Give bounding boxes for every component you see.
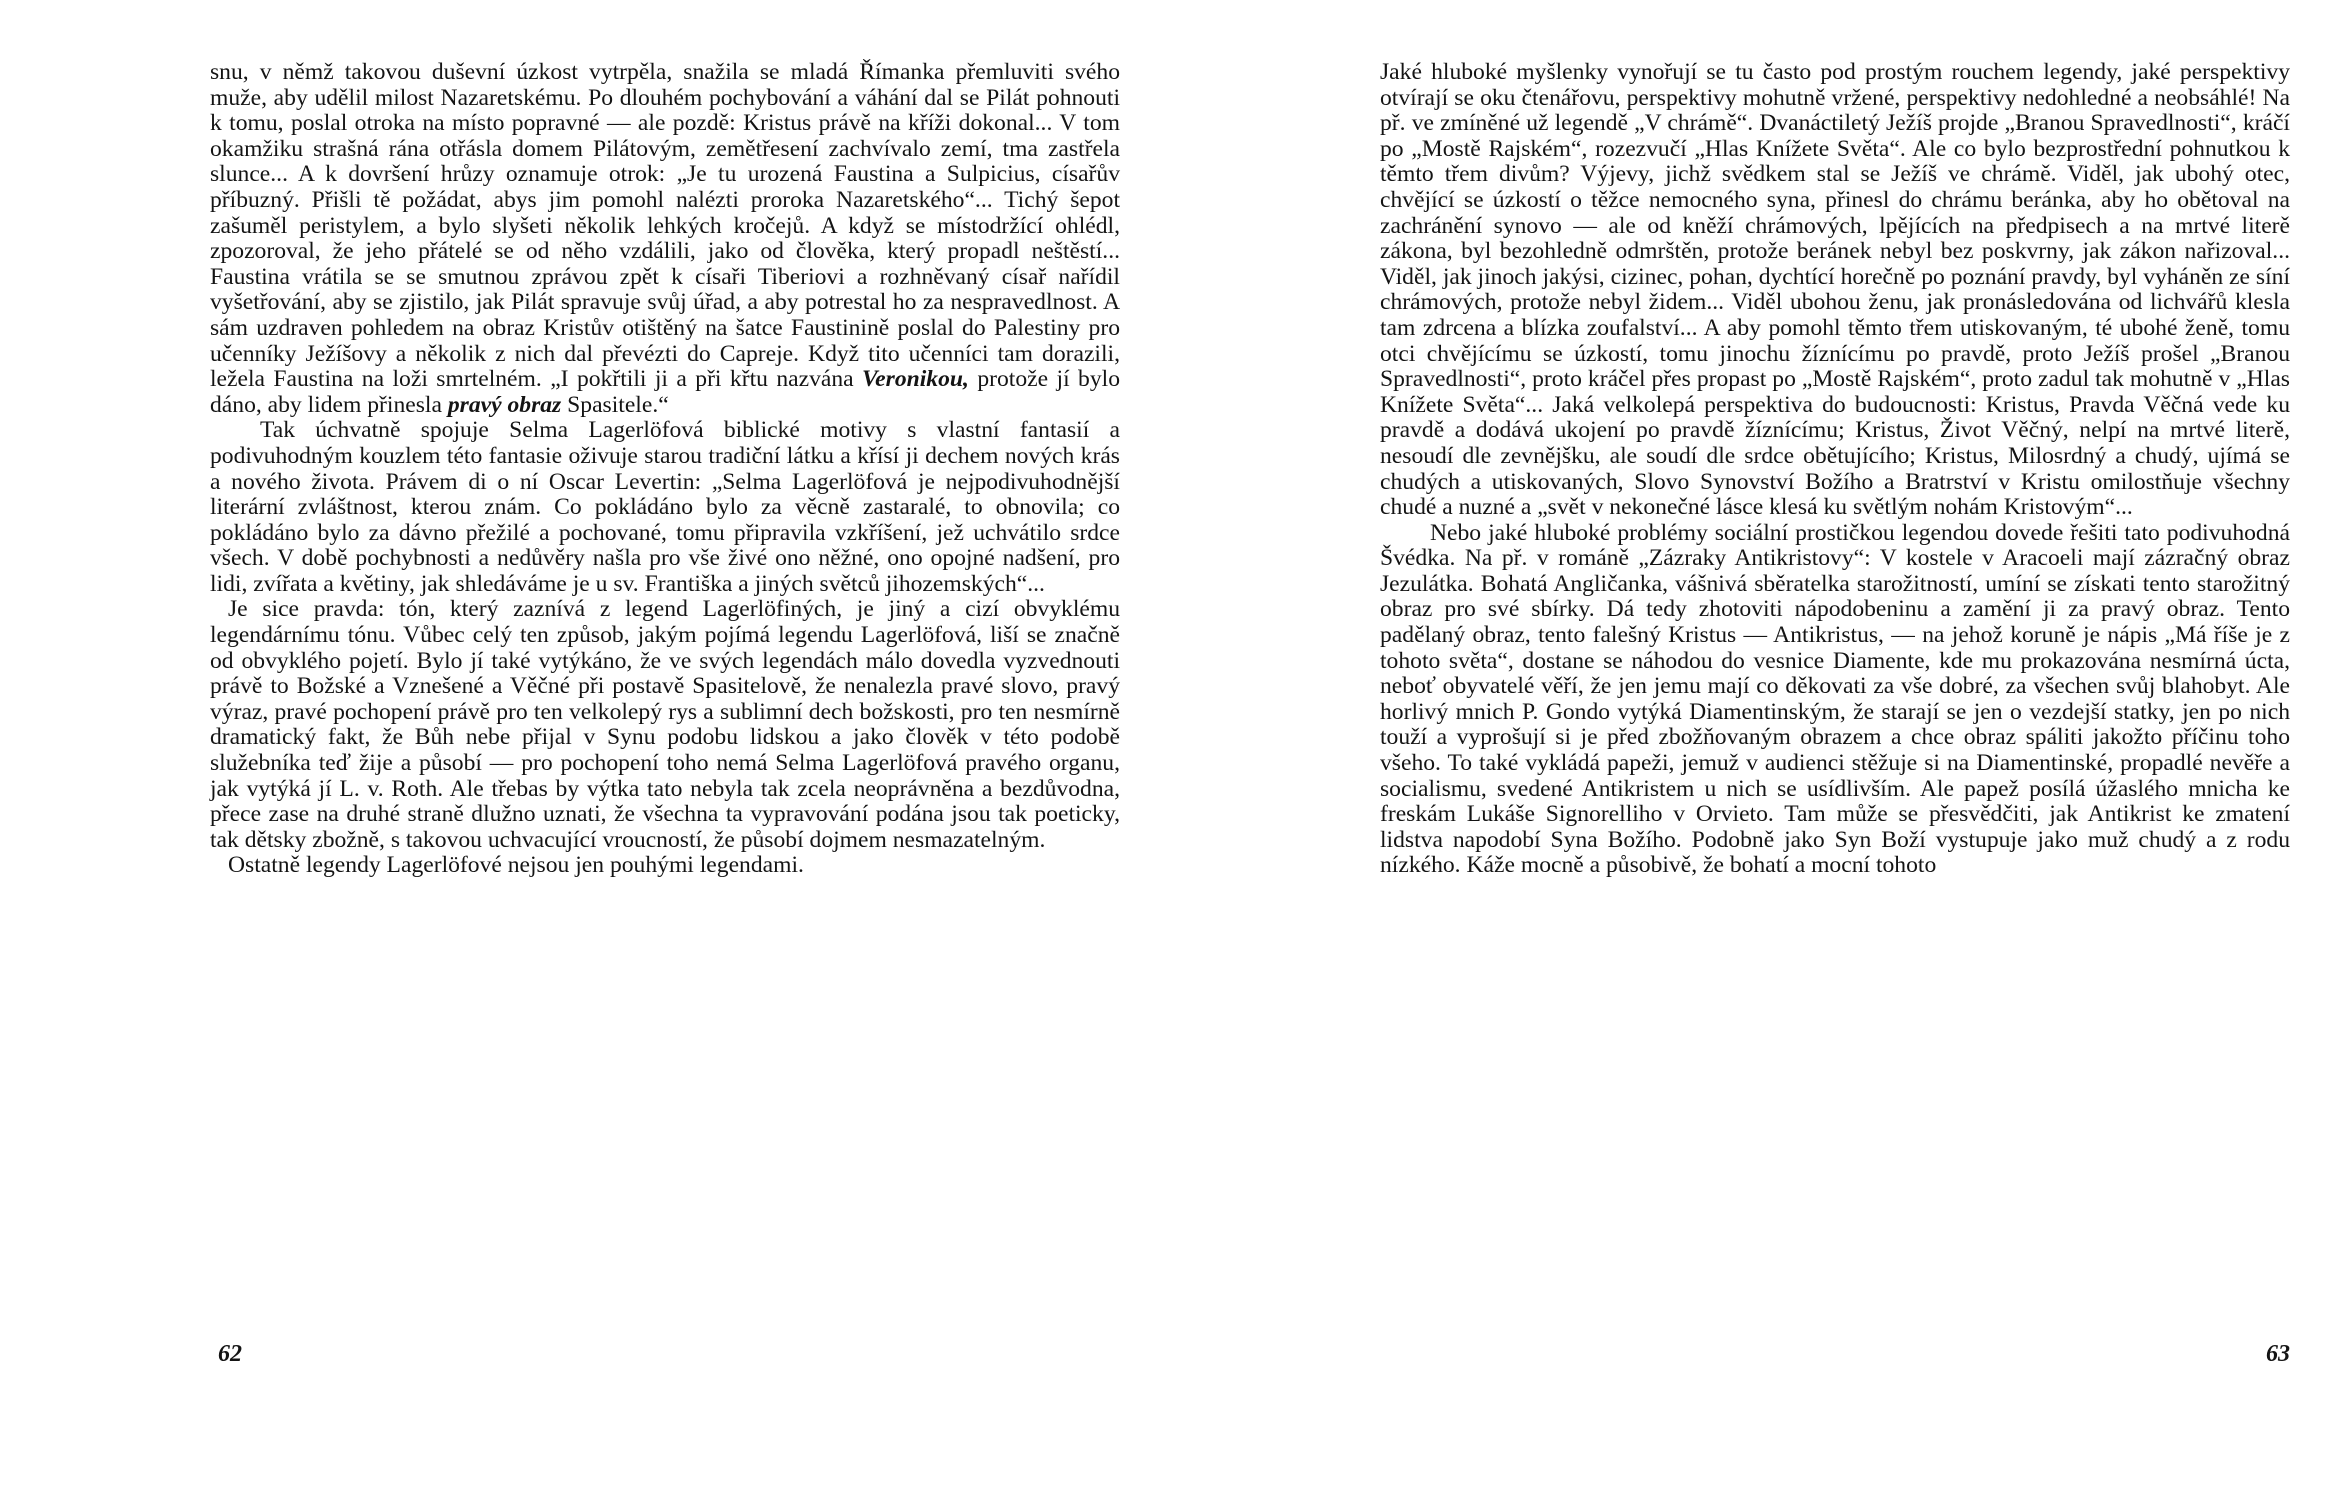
- left-paragraph-2: Tak úchvatně spojuje Selma Lagerlöfová biblické motivy s vlastní fantasií a podivuhodným kouzlem této fantasie oživuje starou tradiční látku a křísí ji dechem nových krás a nového života. Právem di o ní Oscar Levertin: „Selma Lagerlöfová je nejpodivuhodnější literární zvláštnost, kterou znám. Co pokládáno bylo za věcně zastaralé, to obnovila; co pokládáno bylo za dávno přežilé a pochované, tomu připravila vzkříšení, jež uchvátilo srdce všech. V době pochybnosti a nedůvěry našla pro vše živé ono něžné, ono opojné nadšení, pro lidi, zvířata a květiny, jak shledáváme je u sv. Františka a jiných světců jihozemských“...: [210, 417, 1120, 597]
- left-page-text: [210, 60, 1120, 879]
- left-italic-pravy: pravý: [447, 391, 502, 418]
- right-paragraph-1: Jaké hluboké myšlenky vynořují se tu často pod prostým rouchem legendy, jaké perspektivy otvírají se oku čtenářovu, perspektivy mohutně vržené, perspektivy nedohledné a neobsáhlé! Na př. ve zmíněné už legendě „V chrámě“. Dvanáctiletý Ježíš projde „Branou Spravedlnosti“, kráčí po „Mostě Rajském“, rozezvučí „Hlas Knížete Světa“. Ale co bylo bezprostřední pohnutkou k těmto třem divům? Výjevy, jichž svědkem stal se Ježíš ve chrámě. Viděl, jak ubohý otec, chvějící se úzkostí o těžce nemocného syna, přinesl do chrámu beránka, aby ho obětoval na zachránění synovo — ale od kněží chrámových, lpějících na předpisech a na mrtvé literě zákona, byl bezohledně odmrštěn, protože beránek nebyl bez poskvrny, jak zákon nařizoval... Viděl, jak jinoch jakýsi, cizinec, pohan, dychtící horečně po poznání pravdy, byl vyháněn ze síní chrámových, protože nebyl židem... Viděl ubohou ženu, jak pronásledována od lichvářů klesla tam zdrcena a blízka zoufalství... A aby pomohl těmto třem utiskovaným, té ubohé ženě, tomu otci chvějícímu se úzkostí, tomu jinochu žíznícímu po pravdě, proto Ježíš prošel „Branou Spravedlnosti“, proto kráčel přes propast po „Mostě Rajském“, proto zadul tak mohutně v „Hlas Knížete Světa“... Jaká velkolepá perspektiva do budoucnosti: Kristus, Pravda Věčná vede ku pravdě a dodává ukojení po pravdě žíznícímu; Kristus, Život Věčný, nelpí na mrtvé literě, nesoudí dle zevnějšku, ale soudí dle srdce obětujícího; Kristus, Milosrdný a chudý, ujímá se chudých a utiskovaných, Slovo Synovství Božího a Bratrství v Kristu omilostňuje všechny chudé a nuzné a „svět v nekonečné lásce klesá ku světlým nohám Kristovým“...: [1380, 59, 2290, 521]
- left-italic-veronikou: Veronikou,: [862, 366, 969, 393]
- left-paragraph-3: Je sice pravda: tón, který zaznívá z legend Lagerlöfiných, je jiný a cizí obvyklému legendárnímu tónu. Vůbec celý ten způsob, jakým pojímá legendu Lagerlöfová, liší se značně od obvyklého pojetí. Bylo jí také vytýkáno, že ve svých legendách málo dovedla vyzvednouti právě to Božské a Vznešené a Věčné při postavě Spasitelově, že nenalezla pravé slovo, pravý výraz, pravé pochopení právě pro ten velkolepý rys a sublimní dech božskosti, pro ten nesmírně dramatický fakt, že Bůh nebe přijal v Synu podobu lidskou a jako člověk v této podobě služebníka teď žije a působí — pro pochopení toho nemá Selma Lagerlöfová pravého organu, jak vytýká jí L. v. Roth. Ale třebas by výtka tato nebyla tak zcela neoprávněna a bezdůvodna, přece zase na druhé straně dlužno uznati, že všechna ta vypravování podána jsou tak poeticky, tak dětsky zbožně, s takovou uchvacující vroucností, že působí dojmem nesmazatelným.: [210, 596, 1120, 853]
- right-page-number: 63: [2266, 1341, 2290, 1367]
- left-italic-obraz: obraz: [507, 391, 562, 418]
- left-italic-mid: protože jí bylo dáno, aby lidem přinesla: [210, 366, 1120, 418]
- left-page: [210, 60, 1120, 1380]
- right-page-text: [1380, 60, 2290, 879]
- left-paragraph-4: Ostatně legendy Lagerlöfové nejsou jen pouhými legendami.: [228, 852, 804, 879]
- left-paragraph-1: [210, 60, 1120, 418]
- left-paragraph-1-text: snu, v němž takovou duševní úzkost vytrpěla, snažila se mladá Římanka přemluviti svého muže, aby udělil milost Nazaretskému. Po dlouhém pochybování a váhání dal se Pilát pohnouti k tomu, poslal otroka na místo popravné — ale pozdě: Kristus právě na kříži dokonal... V tom okamžiku strašná rána otřásla domem Pilátovým, zemětřesení zachvívalo zemí, tma zastřela slunce... A k dovršení hrůzy oznamuje otrok: „Je tu urozená Faustina a Sulpicius, císařův příbuzný. Přišli tě požádat, abys jim pomohl nalézti proroka Nazaretského“... Tichý šepot zašuměl peristylem, a bylo slyšeti několik lehkých kročejů. A když se místodržící ohlédl, zpozoroval, že jeho přátelé se od něho vzdálili, jako od člověka, který propadl neštěstí... Faustina vrátila se se smutnou zprávou zpět k císaři Tiberiovi a rozhněvaný císař nařídil vyšetřování, aby se zjistilo, jak Pilát spravuje svůj úřad, a aby potrestal ho za nespravedlnost. A sám uzdraven pohledem na obraz Kristův otištěný na šatce Faustinině poslal do Palestiny pro učenníky Ježíšovy a několik z nich dal převézti do Capreje. Když tito učenníci tam dorazili, ležela Faustina na loži smrtelném. „I pokřtili ji a při křtu nazvána: [210, 59, 1120, 393]
- right-page: [1380, 60, 2290, 1380]
- right-paragraph-2: Nebo jaké hluboké problémy sociální prostičkou legendou dovede řešiti tato podivuhodná Švédka. Na př. v románě „Zázraky Antikristovy“: V kostele v Aracoeli mají zázračný obraz Jezulátka. Bohatá Angličanka, vášnivá sběratelka starožitností, umíní se získati tento starožitný obraz pro své sbírky. Dá tedy zhotoviti nápodobeninu a zamění ji za pravý obraz. Tento padělaný obraz, tento falešný Kristus — Antikristus, — na jehož koruně je nápis „Má říše je z tohoto světa“, dostane se náhodou do vesnice Diamente, kde mu prokazována nesmírná úcta, neboť obyvatelé věří, že jen jemu mají co děkovati za vše dobré, za všechen svůj blahobyt. Ale horlivý mnich P. Gondo vytýká Diamentinským, že starají se jen o vezdejší statky, jen po nich touží a vyprošují si je před zbožňovaným obrazem a chce obraz spáliti jakožto příčinu toho všeho. To také vykládá papeži, jemuž v audienci stěžuje si na Diamentinské, propadlé nevěře a socialismu, svedené Antikristem u nich se usídlivším. Ale papež posílá úžaslého mnicha ke freskám Lukáše Signorelliho v Orvieto. Tam může se přesvědčiti, jak Antikrist ke zmatení lidstva napodobí Syna Božího. Podobně jako Syn Boží vystupuje jako muž chudý a z rodu nízkého. Káže mocně a působivě, že bohatí a mocní tohoto: [1380, 519, 2290, 879]
- left-page-number: 62: [218, 1341, 242, 1367]
- left-italic-tail: Spasitele.“: [561, 391, 669, 418]
